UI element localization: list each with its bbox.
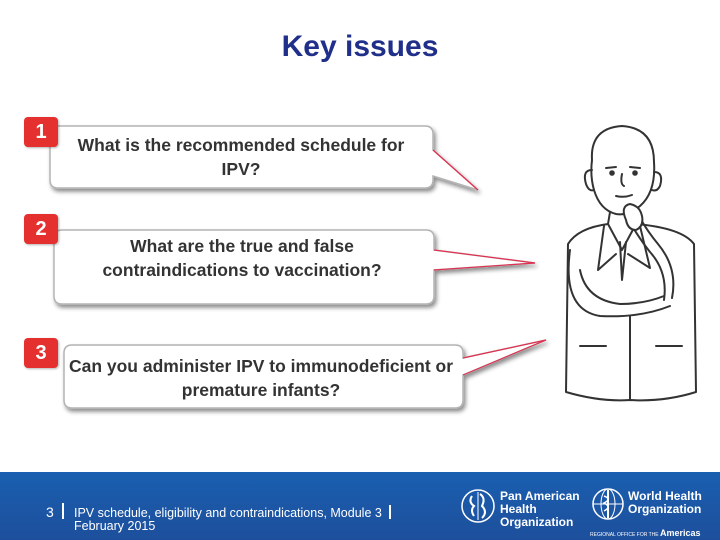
thinking-man-illustration [560, 120, 700, 410]
issue-number-2: 2 [24, 214, 58, 244]
paho-name [500, 490, 580, 529]
who-line-2: Organization [628, 502, 702, 516]
page-title: Key issues [281, 30, 439, 63]
paho-logo-icon [460, 488, 496, 524]
who-sub-region: Americas [660, 528, 701, 538]
paho-line-2: Health [500, 502, 537, 516]
footer-page-number: 3 [46, 504, 54, 520]
footer-caption [74, 505, 434, 533]
paho-line-3: Organization [500, 515, 574, 529]
issue-text-2: What are the true and false contraindications to vaccination? [102, 236, 382, 280]
issue-number-1: 1 [24, 117, 58, 147]
issue-text-1: What is the recommended schedule for IPV? [77, 135, 405, 179]
footer-divider-2 [389, 505, 391, 519]
footer-date: February 2015 [74, 519, 156, 533]
who-sub-small: REGIONAL OFFICE FOR THE [590, 532, 659, 538]
who-line-1: World Health [628, 489, 702, 503]
who-regional-office [590, 528, 701, 538]
who-logo-icon [590, 486, 626, 522]
paho-line-1: Pan American [500, 489, 580, 503]
issue-text-3: Can you administer IPV to immunodeficient or premature infants? [68, 356, 454, 400]
footer-divider [62, 503, 64, 519]
who-name [628, 490, 702, 516]
footer-module-text: IPV schedule, eligibility and contraindications, Module 3 [74, 506, 382, 520]
issue-number-3: 3 [24, 338, 58, 368]
